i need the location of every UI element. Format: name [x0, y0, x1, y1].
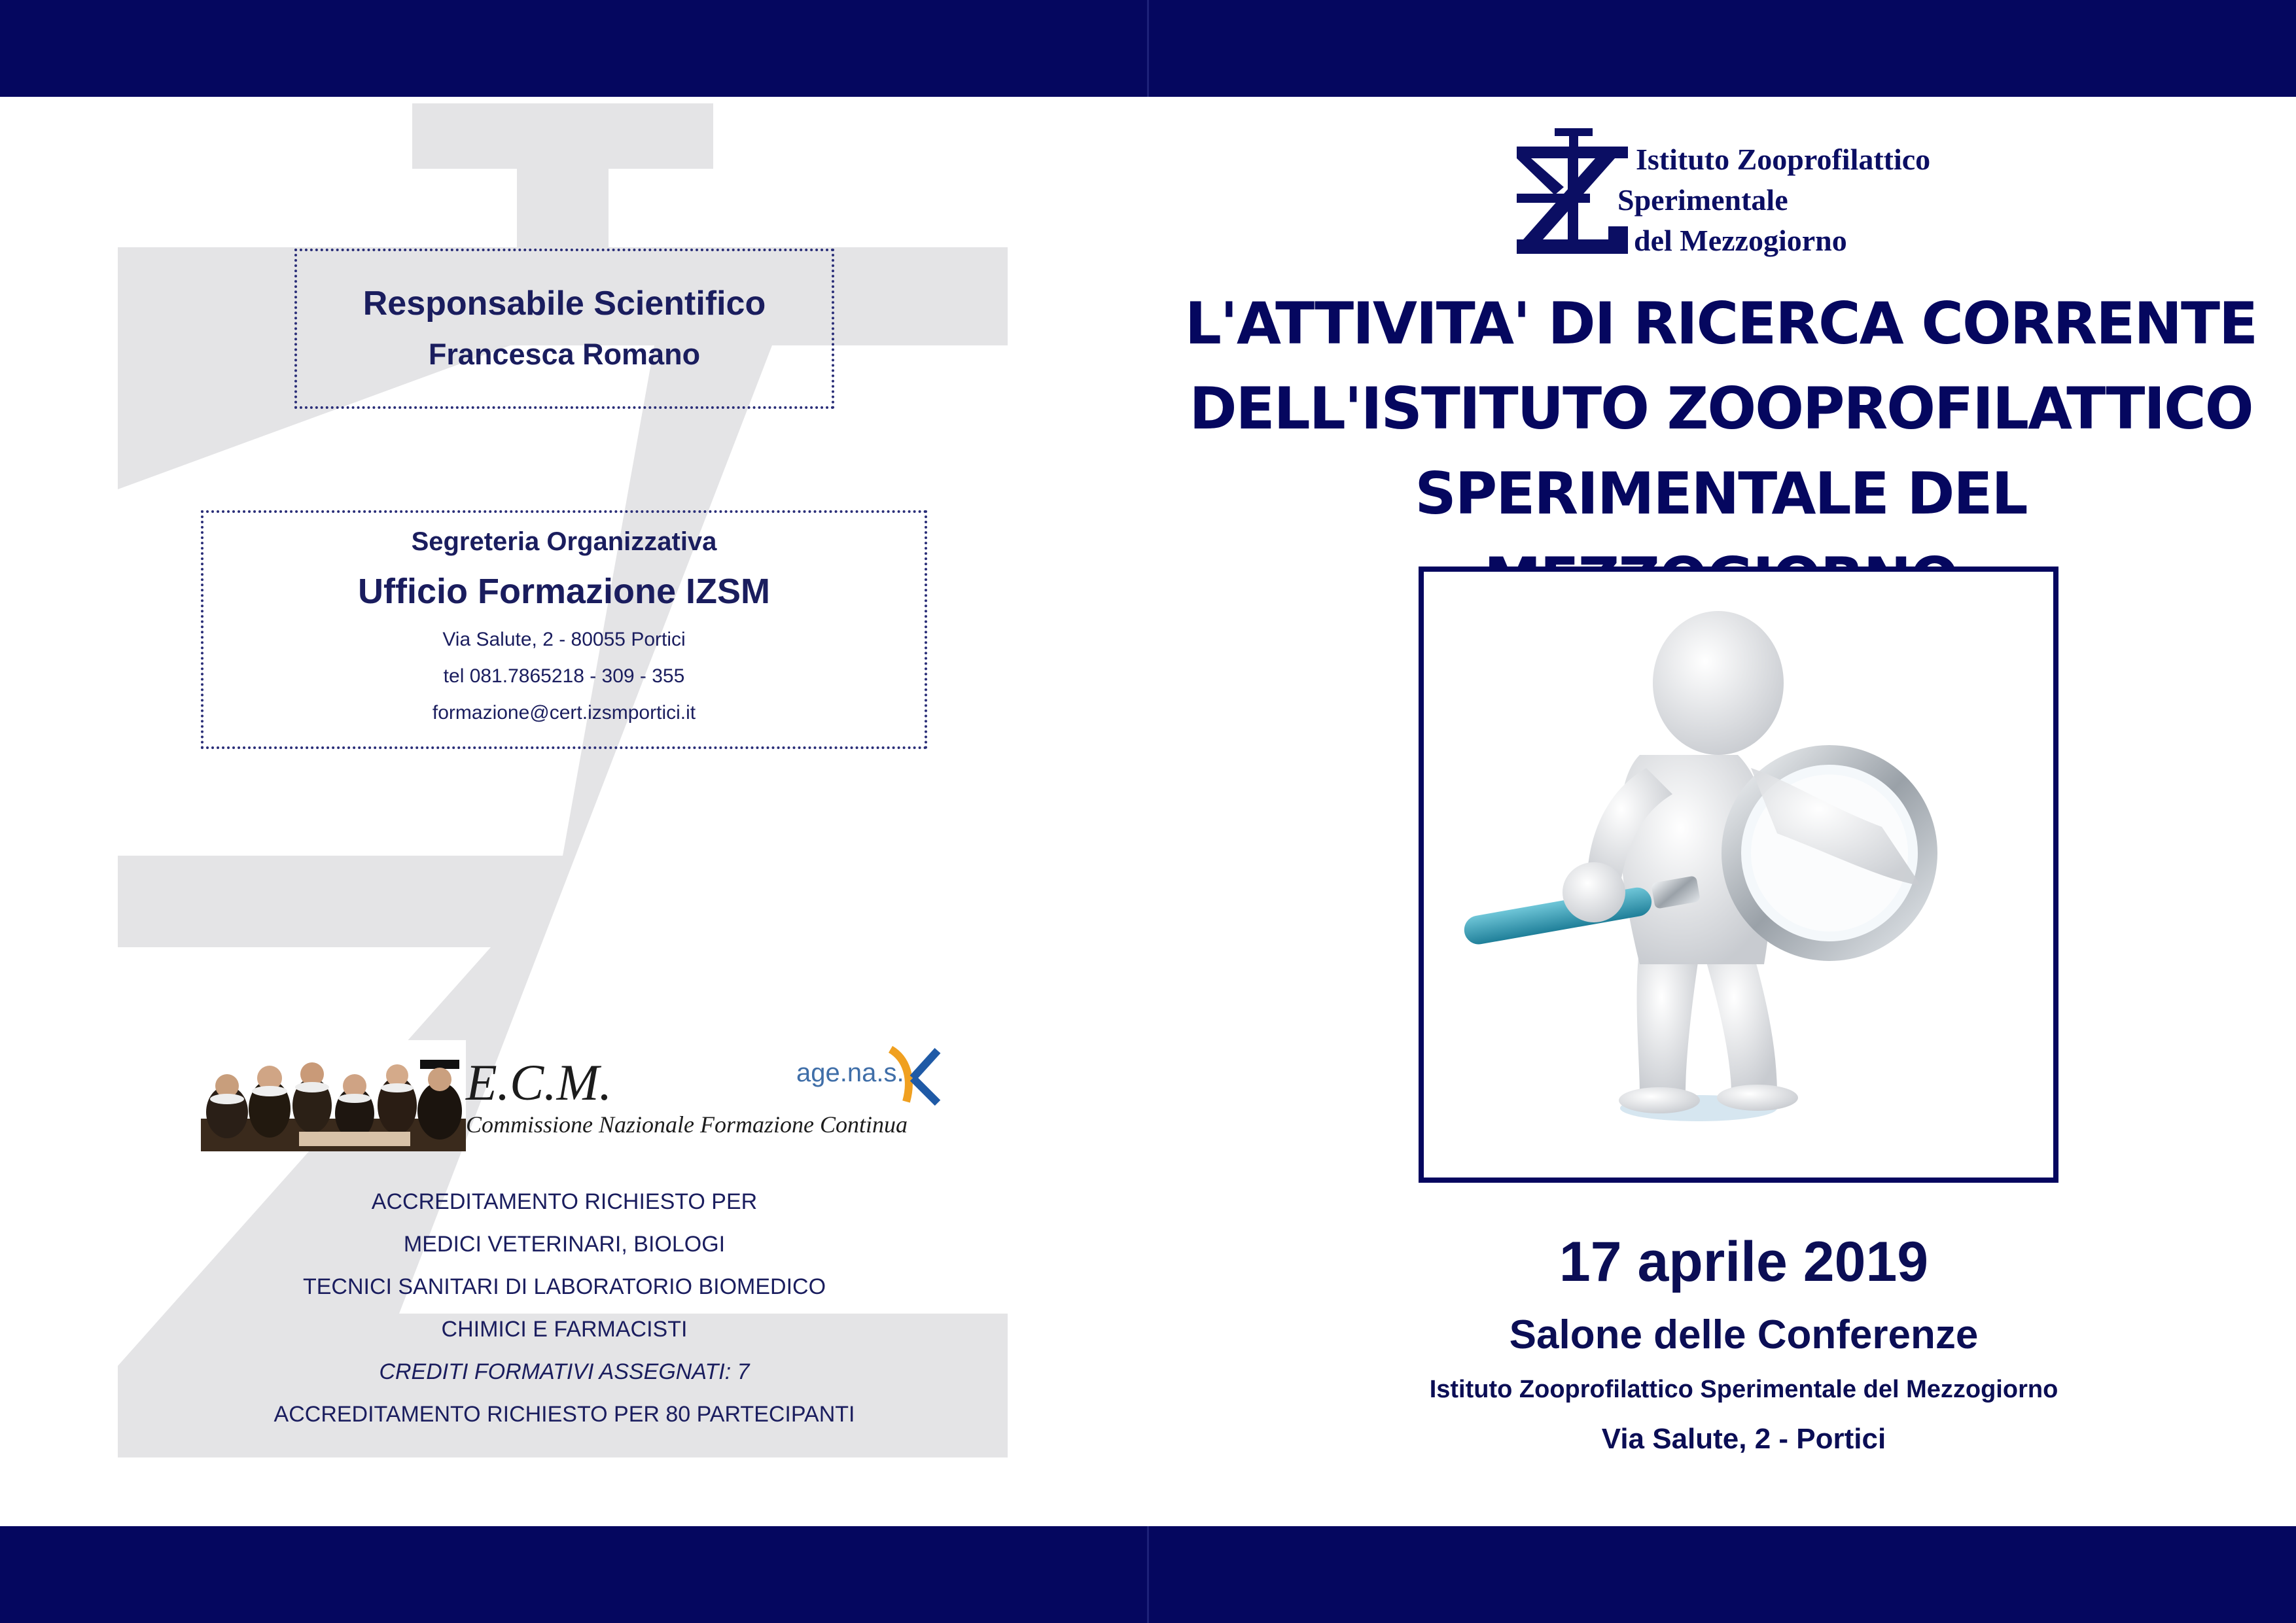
segreteria-address: Via Salute, 2 - 80055 Portici — [442, 629, 686, 650]
event-institute: Istituto Zooprofilattico Sperimentale del Mezzogiorno — [1429, 1376, 2058, 1403]
responsabile-heading: Responsabile Scientifico — [362, 285, 766, 323]
izs-logo-icon — [1517, 128, 1628, 256]
title-line-2: DELL'ISTITUTO ZOOPROFILATTICO — [1189, 375, 2253, 442]
segreteria-box — [201, 510, 927, 749]
segreteria-email[interactable]: formazione@cert.izsmportici.it — [432, 702, 696, 724]
accr-line-3: TECNICI SANITARI DI LABORATORIO BIOMEDICO — [302, 1274, 826, 1299]
accreditamento-block — [164, 1181, 965, 1436]
logo-line-1: Istituto Zooprofilattico — [1636, 143, 1931, 176]
event-address: Via Salute, 2 - Portici — [1601, 1423, 1886, 1455]
anatomy-painting-icon — [201, 1040, 466, 1151]
ecm-subtitle: Commissione Nazionale Formazione Continua — [466, 1111, 908, 1138]
fold-line-bottom — [1147, 1526, 1149, 1623]
agenas-logo-icon — [887, 1045, 942, 1106]
logo-line-2: Sperimentale — [1617, 183, 1788, 217]
responsabile-name: Francesca Romano — [428, 338, 701, 371]
logo-line-3: del Mezzogiorno — [1634, 224, 1847, 257]
event-date: 17 aprile 2019 — [1559, 1230, 1929, 1293]
ecm-banner — [201, 1040, 940, 1151]
responsabile-box — [294, 249, 834, 409]
segreteria-heading: Segreteria Organizzativa — [411, 527, 717, 556]
izs-logo-text — [1617, 139, 1931, 261]
accr-line-1: ACCREDITAMENTO RICHIESTO PER — [371, 1189, 758, 1214]
accr-line-4: CHIMICI E FARMACISTI — [441, 1317, 688, 1342]
fold-line-top — [1147, 0, 1149, 97]
title-line-3: SPERIMENTALE DEL — [1415, 460, 2027, 527]
illustration-frame — [1419, 567, 2058, 1183]
magnifying-glass-figure-icon — [1424, 572, 2053, 1178]
ecm-title: E.C.M. — [466, 1054, 612, 1111]
accr-credits: CREDITI FORMATIVI ASSEGNATI: 7 — [379, 1359, 750, 1384]
accr-line-2: MEDICI VETERINARI, BIOLOGI — [403, 1232, 726, 1257]
segreteria-office: Ufficio Formazione IZSM — [357, 572, 771, 611]
accr-line-6: ACCREDITAMENTO RICHIESTO PER 80 PARTECIPANTI — [274, 1402, 855, 1427]
title-line-1: L'ATTIVITA' DI RICERCA CORRENTE — [1184, 290, 2257, 357]
segreteria-phone: tel 081.7865218 - 309 - 355 — [443, 665, 685, 687]
event-venue: Salone delle Conferenze — [1509, 1312, 1979, 1357]
agenas-label: age.na.s. — [796, 1058, 904, 1087]
